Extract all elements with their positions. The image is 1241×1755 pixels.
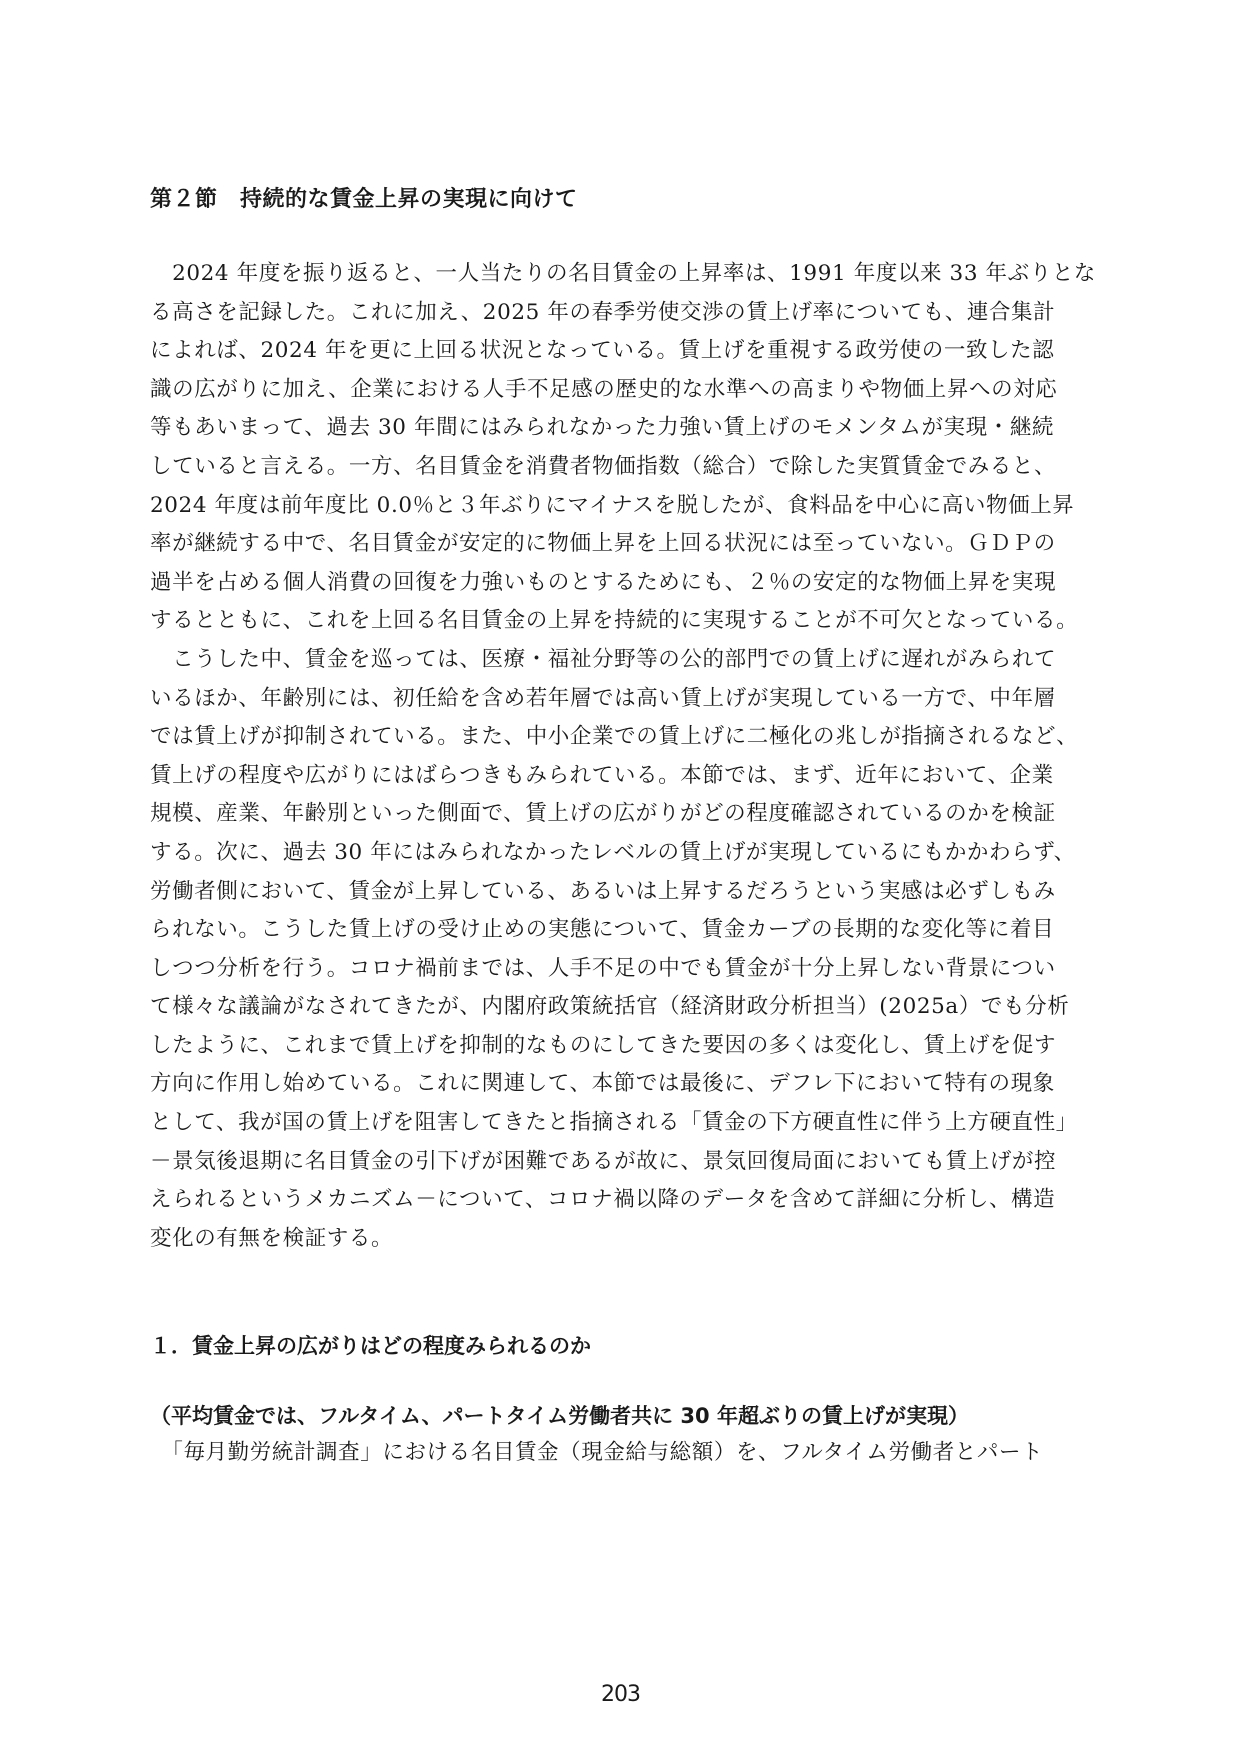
- body-line: 賃上げの程度や広がりにはばらつきもみられている。本節では、まず、近年において、企業: [150, 762, 1054, 788]
- body-line: 方向に作用し始めている。これに関連して、本節では最後に、デフレ下において特有の現象: [150, 1071, 1055, 1097]
- body-line: こうした中、賃金を巡っては、医療・福祉分野等の公的部門での賃上げに遅れがみられて: [150, 646, 1057, 672]
- page-number: 203: [601, 1682, 640, 1707]
- subsection-heading: １．賃金上昇の広がりはどの程度みられるのか: [150, 1334, 591, 1358]
- body-line: 労働者側において、賃金が上昇している、あるいは上昇するだろうという実感は必ずしもみ: [150, 878, 1056, 904]
- body-line: 識の広がりに加え、企業における人手不足感の歴史的な水準への高まりや物価上昇への対応: [150, 376, 1058, 402]
- body-line: していると言える。一方、名目賃金を消費者物価指数（総合）で除した実質賃金でみると、: [150, 453, 1057, 479]
- paragraph-heading: （平均賃金では、フルタイム、パートタイム労働者共に 30 年超ぶりの賃上げが実現）: [150, 1404, 969, 1428]
- body-line: する。次に、過去 30 年にはみられなかったレベルの賃上げが実現しているにもかかわらず、: [150, 839, 1076, 865]
- body-line: 2024 年度は前年度比 0.0％と３年ぶりにマイナスを脱したが、食料品を中心に高い物価上昇: [150, 492, 1075, 518]
- body-line: では賃上げが抑制されている。また、中小企業での賃上げに二極化の兆しが指摘されるなど、: [150, 724, 1079, 750]
- body-line: て様々な議論がなされてきたが、内閣府政策統括官（経済財政分析担当）(2025a）でも分析: [150, 994, 1070, 1020]
- body-line: 過半を占める個人消費の回復を力強いものとするためにも、２％の安定的な物価上昇を実現: [150, 569, 1057, 595]
- body-line: いるほか、年齢別には、初任給を含め若年層では高い賃上げが実現している一方で、中年層: [150, 685, 1056, 711]
- section-title: 第２節 持続的な賃金上昇の実現に向けて: [150, 187, 578, 212]
- body-line: しつつ分析を行う。コロナ禍前までは、人手不足の中でも賃金が十分上昇しない背景につい: [150, 955, 1056, 981]
- body-line: えられるというメカニズム－について、コロナ禍以降のデータを含めて詳細に分析し、構造: [150, 1187, 1056, 1213]
- body-line: 2024 年度を振り返ると、一人当たりの名目賃金の上昇率は、1991 年度以来 33 年ぶりとな: [150, 261, 1097, 286]
- body-line: によれば、2024 年を更に上回る状況となっている。賃上げを重視する政労使の一致した認: [150, 338, 1055, 364]
- body-text: [150, 255, 1100, 1258]
- body-line: られない。こうした賃上げの受け止めの実態について、賃金カーブの長期的な変化等に着目: [150, 917, 1055, 943]
- body-line: 規模、産業、年齢別といった側面で、賃上げの広がりがどの程度確認されているのかを検証: [150, 801, 1056, 827]
- body-line: したように、これまで賃上げを抑制的なものにしてきた要因の多くは変化し、賃上げを促す: [150, 1032, 1057, 1058]
- body-line: る高さを記録した。これに加え、2025 年の春季労使交渉の賃上げ率についても、連合集計: [150, 299, 1056, 325]
- body-line: 率が継続する中で、名目賃金が安定的に物価上昇を上回る状況には至っていない。ＧＤＰの: [150, 531, 1056, 557]
- body-line: 「毎月勤労統計調査」における名目賃金（現金給与総額）を、フルタイム労働者とパート: [150, 1440, 1044, 1465]
- body-line: 変化の有無を検証する。: [150, 1225, 394, 1251]
- body-line: 等もあいまって、過去 30 年間にはみられなかった力強い賃上げのモメンタムが実現・継続: [150, 415, 1055, 441]
- body-line: として、我が国の賃上げを阻害してきたと指摘される「賃金の下方硬直性に伴う上方硬直性」: [150, 1110, 1078, 1136]
- body-line: するとともに、これを上回る名目賃金の上昇を持続的に実現することが不可欠となっている。: [150, 608, 1079, 634]
- body-line: －景気後退期に名目賃金の引下げが困難であるが故に、景気回復局面においても賃上げが控: [150, 1148, 1057, 1174]
- body-text: [150, 1434, 1100, 1473]
